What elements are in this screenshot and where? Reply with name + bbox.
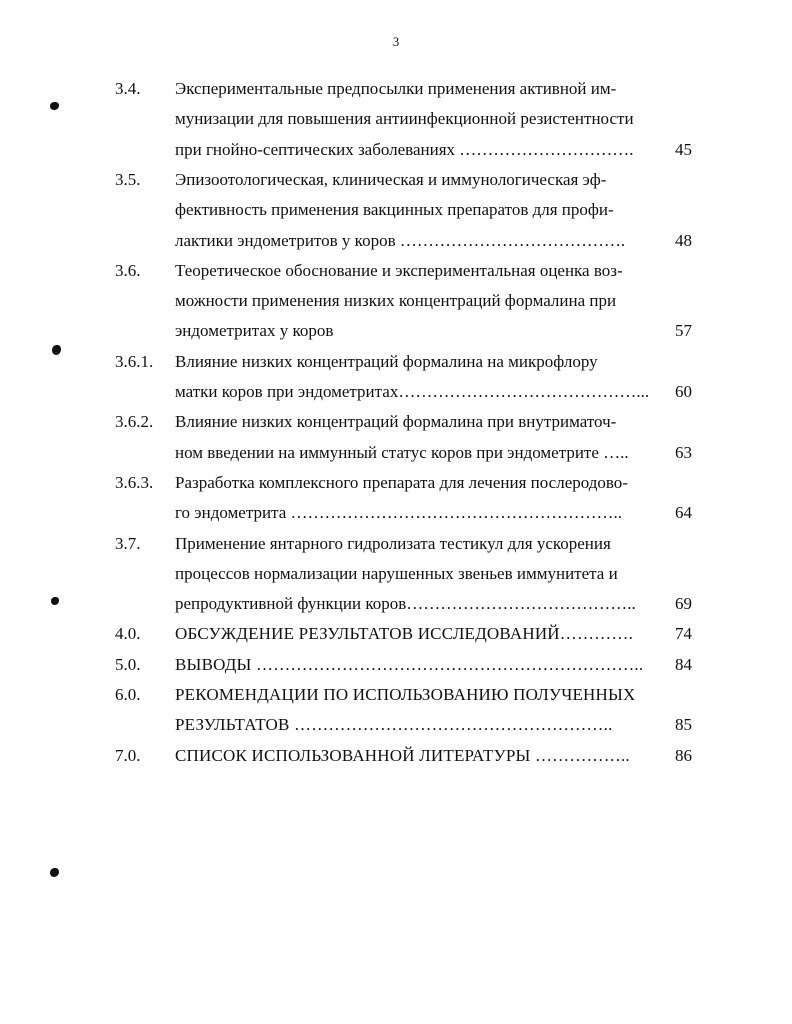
toc-entry-text: Применение янтарного гидролизата тестикул для ускорения [175,533,611,553]
toc-entry-page: 57 [675,321,692,341]
toc-line [0,710,792,740]
toc-entry-text: го эндометрита ………………………………………………….. [175,503,622,523]
toc-entry-number: 3.7. [115,533,141,553]
page-number: 3 [392,34,400,49]
toc-entry-text: при гнойно-септических заболеваниях …………………………. [175,139,634,159]
toc-line [0,589,792,619]
toc-line [0,741,792,771]
toc-line [0,650,792,680]
toc-line [0,407,792,437]
toc-entry-text: мунизации для повышения антиинфекционной резистентности [175,109,634,129]
toc-entry-page: 85 [675,715,692,735]
toc-entry-page: 45 [675,139,692,159]
toc-entry-number: 3.5. [115,169,141,189]
toc-entry-text: Эпизоотологическая, клиническая и иммунологическая эф- [175,169,607,189]
toc-entry-number: 7.0. [115,745,141,765]
toc-line [0,165,792,195]
toc-entry-number: 3.4. [115,79,141,98]
toc-entry-number: 3.6.1. [115,351,154,371]
toc-entry-text: Теоретическое обоснование и экспериментальная оценка воз- [175,260,623,280]
toc-entry-text: матки коров при эндометритах……………………………………... [175,382,650,401]
toc-line [0,347,792,377]
toc-entry-text: Влияние низких концентраций формалина при внутриматоч- [175,412,617,432]
toc-entry-number: 3.6.3. [115,472,154,492]
toc-entry-text: ВЫВОДЫ ………………………………………………………….. [175,654,644,674]
toc-entry-number: 3.6. [115,260,141,280]
toc-line [0,316,792,346]
toc-entry-text: Экспериментальные предпосылки применения активной им- [175,79,617,98]
toc-entry-text: лактики эндометритов у коров …………………………………. [175,230,626,250]
toc-line [0,256,792,286]
toc-entry-page: 74 [675,624,692,644]
toc-entry-text: Влияние низких концентраций формалина на микрофлору [175,351,598,371]
toc-entry-text: Разработка комплексного препарата для лечения послеродово- [175,472,628,492]
toc-line [0,559,792,589]
toc-entry-page: 86 [675,745,692,765]
toc-entry-text: фективность применения вакцинных препаратов для профи- [175,200,614,220]
toc-entry-text: эндометритах у коров [175,321,334,341]
toc-line [0,619,792,649]
toc-entry-page: 48 [675,230,692,250]
toc-line [0,468,792,498]
scan-speck [50,868,59,877]
toc-entry-text: можности применения низких концентраций формалина при [175,291,617,311]
toc-line [0,498,792,528]
toc-line [0,104,792,134]
toc-line [0,377,792,407]
toc-entry-page: 63 [675,442,692,462]
toc-entry-text: ОБСУЖДЕНИЕ РЕЗУЛЬТАТОВ ИССЛЕДОВАНИЙ…………. [175,624,634,644]
toc-entry-number: 3.6.2. [115,412,154,432]
toc-entry-page: 64 [675,503,692,523]
toc-line [0,226,792,256]
toc-line [0,74,792,104]
toc-line [0,438,792,468]
toc-entry-text: РЕЗУЛЬТАТОВ ……………………………………………….. [175,715,613,735]
toc-line [0,286,792,316]
toc-entry-number: 4.0. [115,624,141,644]
toc-line [0,135,792,165]
toc-entry-text: СПИСОК ИСПОЛЬЗОВАННОЙ ЛИТЕРАТУРЫ …………….. [175,745,630,765]
toc-line [0,680,792,710]
toc-entry-text: РЕКОМЕНДАЦИИ ПО ИСПОЛЬЗОВАНИЮ ПОЛУЧЕННЫХ [175,685,636,704]
toc-entry-text: репродуктивной функции коров………………………………….. [175,594,636,614]
toc-entry-text: ном введении на иммунный статус коров при эндометрите ….. [175,442,629,462]
toc-entry-text: процессов нормализации нарушенных звеньев иммунитета и [175,563,618,583]
toc-entry-page: 84 [675,654,692,674]
toc-line [0,529,792,559]
toc-entry-number: 6.0. [115,685,141,704]
toc-entry-page: 60 [675,382,692,401]
toc-entry-page: 69 [675,594,692,614]
toc-entry-number: 5.0. [115,654,141,674]
toc-line [0,195,792,225]
